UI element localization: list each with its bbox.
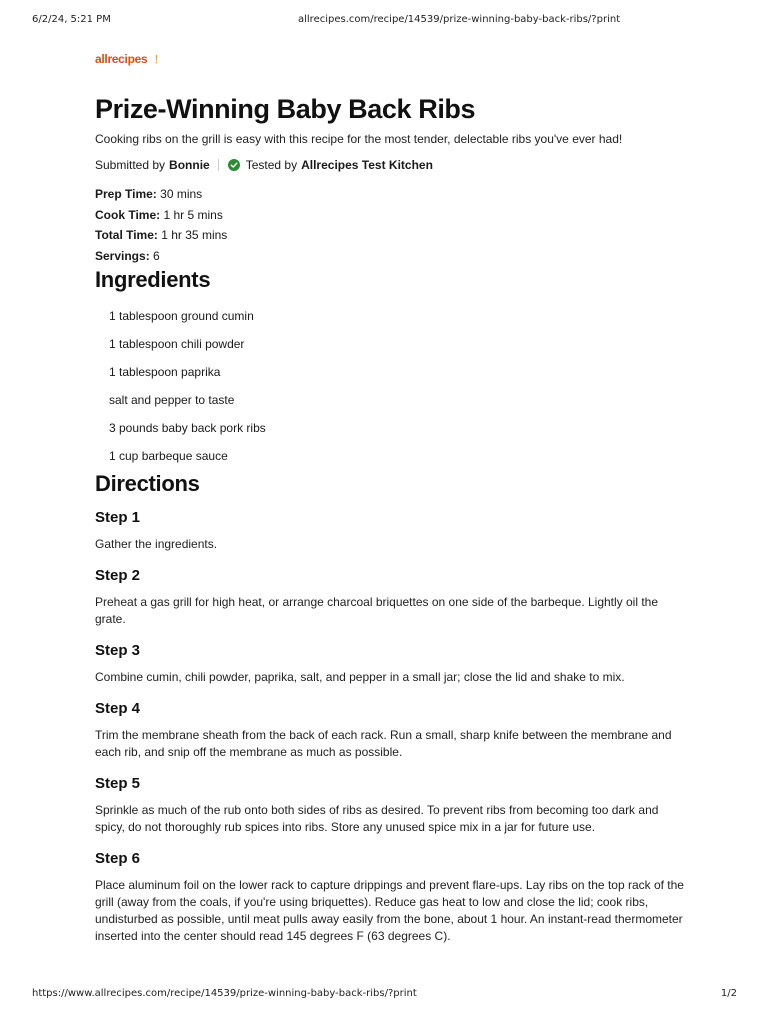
step-text: Preheat a gas grill for high heat, or arrange charcoal briquettes on one side of the barbeque. Lightly oil the grate. — [95, 595, 659, 626]
allrecipes-logo[interactable] — [95, 52, 685, 72]
step-text: Gather the ingredients. — [95, 537, 218, 551]
logo-mark-icon: ﹗ — [148, 51, 163, 65]
page-number: 1/2 — [720, 988, 737, 999]
step-title: Step 2 — [95, 567, 141, 584]
step-text: Combine cumin, chili powder, paprika, salt, and pepper in a small jar; close the lid and shake to mix. — [95, 670, 625, 684]
meta-label: Prep Time: — [95, 187, 157, 201]
tested-by[interactable]: Allrecipes Test Kitchen — [301, 158, 433, 172]
ingredients-list — [95, 302, 685, 470]
print-footer-url: https://www.allrecipes.com/recipe/14539/prize-winning-baby-back-ribs/?print — [32, 988, 417, 999]
meta-value: 30 mins — [160, 187, 203, 201]
ingredient-item: 1 cup barbeque sauce — [109, 449, 228, 463]
print-header-url: allrecipes.com/recipe/14539/prize-winning-baby-back-ribs/?print — [298, 14, 621, 25]
direction-step — [95, 508, 685, 553]
ingredient-item: 1 tablespoon chili powder — [109, 337, 245, 351]
direction-step — [95, 849, 685, 945]
meta-row — [95, 246, 685, 267]
step-title: Step 4 — [95, 700, 141, 717]
verified-check-icon — [228, 159, 240, 171]
direction-step — [95, 699, 685, 761]
recipe-description: Cooking ribs on the grill is easy with this recipe for the most tender, delectable ribs you've ever had! — [95, 132, 623, 146]
ingredient-item: 1 tablespoon paprika — [109, 365, 221, 379]
ingredient-item: salt and pepper to taste — [109, 393, 235, 407]
step-title: Step 5 — [95, 775, 141, 792]
recipe-title: Prize-Winning Baby Back Ribs — [95, 94, 476, 124]
ingredient-item: 1 tablespoon ground cumin — [109, 309, 254, 323]
byline — [95, 156, 685, 174]
meta-value: 1 hr 5 mins — [163, 207, 223, 222]
meta-value: 1 hr 35 mins — [161, 228, 228, 242]
direction-step — [95, 566, 685, 628]
meta-row — [95, 205, 685, 226]
direction-step — [95, 641, 685, 686]
meta-label: Servings: — [95, 248, 150, 263]
recipe-content — [95, 52, 685, 945]
meta-row — [95, 184, 685, 205]
print-datetime: 6/2/24, 5:21 PM — [32, 14, 111, 25]
step-text: Sprinkle as much of the rub onto both sides of ribs as desired. To prevent ribs from becoming too dark and spicy, do not thoroughly rub spices into ribs. Store any unused spice mix in a jar for future use. — [95, 803, 659, 834]
meta-label: Cook Time: — [95, 207, 161, 222]
ingredients-heading: Ingredients — [95, 267, 211, 292]
direction-step — [95, 774, 685, 836]
step-text: Place aluminum foil on the lower rack to capture drippings and prevent flare-ups. Lay ribs on the top rack of the grill (away from the coals, if you're using briquettes). Reduce gas heat to low and close the lid; cook ribs, undisturbed as possible, until meat pulls away easily from the bone, about 1 hour. An instant-read thermometer inserted into the center should read 145 degrees F (63 degrees C). — [95, 878, 684, 943]
meta-row — [95, 225, 685, 246]
ingredient-item: 3 pounds baby back pork ribs — [109, 421, 266, 435]
step-title: Step 1 — [95, 509, 141, 526]
meta-value: 6 — [153, 248, 160, 263]
submitted-label: Submitted by — [95, 158, 166, 172]
step-title: Step 6 — [95, 850, 141, 867]
meta-label: Total Time: — [95, 228, 158, 242]
recipe-meta — [95, 184, 685, 266]
byline-divider — [218, 159, 219, 171]
tested-label: Tested by — [245, 158, 298, 172]
logo-text: allrecipes — [95, 52, 148, 66]
author-name[interactable]: Bonnie — [169, 158, 210, 172]
directions-heading: Directions — [95, 471, 200, 496]
directions-list — [95, 508, 685, 945]
step-title: Step 3 — [95, 642, 141, 659]
step-text: Trim the membrane sheath from the back of each rack. Run a small, sharp knife between the membrane and each rib, and snip off the membrane as much as possible. — [95, 728, 672, 759]
